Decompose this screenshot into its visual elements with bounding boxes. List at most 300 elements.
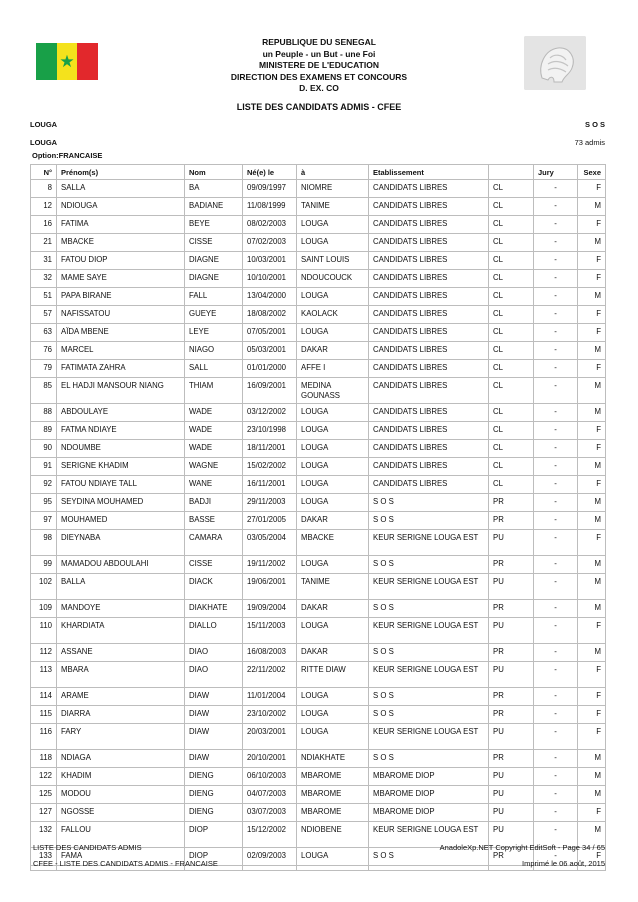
- cell-firstname: MAMADOU ABDOULAHI: [57, 556, 185, 574]
- official-header: [0, 37, 638, 95]
- cell-jury: -: [534, 618, 578, 644]
- table-row: [31, 458, 606, 476]
- table-row: [31, 252, 606, 270]
- cell-jury: -: [534, 662, 578, 688]
- table-row: [31, 724, 606, 750]
- cell-lastname: CISSE: [185, 556, 243, 574]
- cell-sex: F: [578, 848, 606, 866]
- cell-birthdate: 01/01/2000: [243, 360, 297, 378]
- cell-sex: F: [578, 476, 606, 494]
- cell-number: 95: [31, 494, 57, 512]
- cell-birthplace: LOUGA: [297, 288, 369, 306]
- cell-birthplace: LOUGA: [297, 404, 369, 422]
- cell-sex: M: [578, 556, 606, 574]
- cell-firstname: MARCEL: [57, 342, 185, 360]
- cell-firstname: DIARRA: [57, 706, 185, 724]
- cell-birthdate: 20/10/2001: [243, 750, 297, 768]
- cell-jury: -: [534, 422, 578, 440]
- cell-school: KEUR SERIGNE LOUGA EST: [369, 822, 489, 848]
- cell-jury: -: [534, 600, 578, 618]
- cell-sex: F: [578, 324, 606, 342]
- cell-school: KEUR SERIGNE LOUGA EST: [369, 724, 489, 750]
- table-row: [31, 618, 606, 644]
- cell-type: CL: [489, 234, 534, 252]
- cell-school: S O S: [369, 556, 489, 574]
- cell-lastname: WADE: [185, 404, 243, 422]
- cell-type: CL: [489, 360, 534, 378]
- cell-firstname: BALLA: [57, 574, 185, 600]
- cell-firstname: ARAME: [57, 688, 185, 706]
- cell-sex: M: [578, 198, 606, 216]
- cell-birthdate: 18/11/2001: [243, 440, 297, 458]
- cell-number: 63: [31, 324, 57, 342]
- cell-birthplace: LOUGA: [297, 422, 369, 440]
- column-header-birthplace: à: [297, 165, 369, 180]
- cell-type: PU: [489, 574, 534, 600]
- cell-birthplace: LOUGA: [297, 724, 369, 750]
- cell-birthplace: LOUGA: [297, 706, 369, 724]
- cell-lastname: DIENG: [185, 786, 243, 804]
- admitted-count: 73 admis: [574, 138, 605, 147]
- cell-sex: M: [578, 234, 606, 252]
- cell-jury: -: [534, 360, 578, 378]
- cell-birthplace: DAKAR: [297, 512, 369, 530]
- cell-type: CL: [489, 422, 534, 440]
- table-row: [31, 494, 606, 512]
- table-row: [31, 324, 606, 342]
- cell-birthplace: KAOLACK: [297, 306, 369, 324]
- cell-school: CANDIDATS LIBRES: [369, 476, 489, 494]
- cell-firstname: FALLOU: [57, 822, 185, 848]
- cell-jury: -: [534, 404, 578, 422]
- cell-school: CANDIDATS LIBRES: [369, 180, 489, 198]
- cell-jury: -: [534, 234, 578, 252]
- cell-sex: M: [578, 750, 606, 768]
- column-header-lastname: Nom: [185, 165, 243, 180]
- cell-birthdate: 02/09/2003: [243, 848, 297, 866]
- region-label: LOUGA: [30, 120, 58, 129]
- cell-lastname: DIAW: [185, 750, 243, 768]
- cell-sex: F: [578, 270, 606, 288]
- cell-type: CL: [489, 306, 534, 324]
- table-row: [31, 360, 606, 378]
- cell-lastname: BADIANE: [185, 198, 243, 216]
- cell-lastname: DIACK: [185, 574, 243, 600]
- cell-birthplace: SAINT LOUIS: [297, 252, 369, 270]
- cell-jury: -: [534, 378, 578, 404]
- centre-label: S O S: [584, 120, 605, 129]
- column-header-sex: Sexe: [578, 165, 606, 180]
- cell-jury: -: [534, 216, 578, 234]
- table-row: [31, 600, 606, 618]
- cell-lastname: LEYE: [185, 324, 243, 342]
- column-header-school: Etablissement: [369, 165, 489, 180]
- cell-birthdate: 13/04/2000: [243, 288, 297, 306]
- cell-school: CANDIDATS LIBRES: [369, 404, 489, 422]
- cell-birthplace: LOUGA: [297, 848, 369, 866]
- cell-number: 109: [31, 600, 57, 618]
- cell-firstname: PAPA BIRANE: [57, 288, 185, 306]
- cell-sex: M: [578, 786, 606, 804]
- column-header-jury: Jury: [534, 165, 578, 180]
- cell-birthdate: 19/06/2001: [243, 574, 297, 600]
- cell-sex: M: [578, 404, 606, 422]
- cell-school: CANDIDATS LIBRES: [369, 458, 489, 476]
- cell-school: CANDIDATS LIBRES: [369, 378, 489, 404]
- cell-firstname: MANDOYE: [57, 600, 185, 618]
- cell-firstname: MAME SAYE: [57, 270, 185, 288]
- cell-number: 125: [31, 786, 57, 804]
- cell-birthdate: 09/09/1997: [243, 180, 297, 198]
- cell-type: PR: [489, 706, 534, 724]
- cell-lastname: DIAW: [185, 706, 243, 724]
- cell-number: 133: [31, 848, 57, 866]
- cell-firstname: FATIMA: [57, 216, 185, 234]
- cell-number: 89: [31, 422, 57, 440]
- footer-print-date: Imprimé le 06 août, 2015: [522, 859, 605, 868]
- table-row: [31, 440, 606, 458]
- cell-birthplace: NIOMRE: [297, 180, 369, 198]
- cell-birthplace: TANIME: [297, 574, 369, 600]
- cell-jury: -: [534, 252, 578, 270]
- table-row: [31, 180, 606, 198]
- cell-lastname: FALL: [185, 288, 243, 306]
- cell-jury: -: [534, 768, 578, 786]
- cell-jury: -: [534, 688, 578, 706]
- table-row: [31, 556, 606, 574]
- cell-sex: F: [578, 252, 606, 270]
- cell-lastname: DIAW: [185, 688, 243, 706]
- cell-school: MBAROME DIOP: [369, 804, 489, 822]
- cell-birthplace: NDIAKHATE: [297, 750, 369, 768]
- cell-type: PR: [489, 644, 534, 662]
- option-label: Option:FRANCAISE: [32, 151, 103, 160]
- cell-school: S O S: [369, 688, 489, 706]
- cell-birthplace: LOUGA: [297, 234, 369, 252]
- cell-number: 31: [31, 252, 57, 270]
- cell-birthdate: 10/10/2001: [243, 270, 297, 288]
- cell-firstname: EL HADJI MANSOUR NIANG: [57, 378, 185, 404]
- table-row: [31, 306, 606, 324]
- cell-birthdate: 20/03/2001: [243, 724, 297, 750]
- cell-number: 88: [31, 404, 57, 422]
- cell-number: 92: [31, 476, 57, 494]
- cell-number: 110: [31, 618, 57, 644]
- document-title: LISTE DES CANDIDATS ADMIS - CFEE: [236, 102, 402, 112]
- cell-type: CL: [489, 404, 534, 422]
- cell-firstname: MODOU: [57, 786, 185, 804]
- cell-birthdate: 15/12/2002: [243, 822, 297, 848]
- table-row: [31, 288, 606, 306]
- cell-type: PU: [489, 768, 534, 786]
- cell-number: 91: [31, 458, 57, 476]
- cell-birthplace: LOUGA: [297, 618, 369, 644]
- cell-lastname: WANE: [185, 476, 243, 494]
- cell-firstname: ABDOULAYE: [57, 404, 185, 422]
- cell-birthplace: MBACKE: [297, 530, 369, 556]
- table-row: [31, 378, 606, 404]
- cell-number: 112: [31, 644, 57, 662]
- cell-sex: F: [578, 216, 606, 234]
- cell-jury: -: [534, 270, 578, 288]
- cell-school: MBAROME DIOP: [369, 786, 489, 804]
- cell-number: 118: [31, 750, 57, 768]
- footer-copyright: AnadoleXp.NET Copyright EditSoft - Page 34 / 65: [439, 843, 605, 852]
- cell-number: 57: [31, 306, 57, 324]
- cell-school: KEUR SERIGNE LOUGA EST: [369, 618, 489, 644]
- cell-type: PR: [489, 556, 534, 574]
- cell-type: CL: [489, 378, 534, 404]
- cell-type: PR: [489, 688, 534, 706]
- cell-firstname: KHARDIATA: [57, 618, 185, 644]
- cell-birthdate: 23/10/2002: [243, 706, 297, 724]
- star-icon: ★: [59, 51, 75, 71]
- cell-birthdate: 07/05/2001: [243, 324, 297, 342]
- cell-birthplace: RITTE DIAW: [297, 662, 369, 688]
- cell-school: S O S: [369, 644, 489, 662]
- cell-lastname: DIAW: [185, 724, 243, 750]
- column-header-number: N°: [31, 165, 57, 180]
- cell-jury: -: [534, 512, 578, 530]
- cell-lastname: DIOP: [185, 822, 243, 848]
- cell-birthdate: 19/09/2004: [243, 600, 297, 618]
- cell-birthplace: DAKAR: [297, 600, 369, 618]
- cell-lastname: SALL: [185, 360, 243, 378]
- cell-birthdate: 07/02/2003: [243, 234, 297, 252]
- table-row: [31, 768, 606, 786]
- cell-jury: -: [534, 458, 578, 476]
- cell-jury: -: [534, 706, 578, 724]
- cell-type: PU: [489, 530, 534, 556]
- cell-sex: F: [578, 440, 606, 458]
- cell-birthplace: LOUGA: [297, 688, 369, 706]
- cell-sex: F: [578, 724, 606, 750]
- cell-jury: -: [534, 180, 578, 198]
- cell-birthdate: 27/01/2005: [243, 512, 297, 530]
- cell-type: CL: [489, 324, 534, 342]
- cell-number: 32: [31, 270, 57, 288]
- centre-city-label: LOUGA: [30, 138, 58, 147]
- cell-birthplace: LOUGA: [297, 440, 369, 458]
- cell-jury: -: [534, 476, 578, 494]
- cell-firstname: ASSANE: [57, 644, 185, 662]
- cell-firstname: AÏDA MBENE: [57, 324, 185, 342]
- cell-jury: -: [534, 440, 578, 458]
- cell-lastname: BADJI: [185, 494, 243, 512]
- cell-number: 127: [31, 804, 57, 822]
- cell-type: PR: [489, 848, 534, 866]
- cell-jury: -: [534, 724, 578, 750]
- column-header-firstname: Prénom(s): [57, 165, 185, 180]
- cell-birthdate: 10/03/2001: [243, 252, 297, 270]
- table-row: [31, 574, 606, 600]
- cell-firstname: SALLA: [57, 180, 185, 198]
- cell-birthdate: 03/12/2002: [243, 404, 297, 422]
- cell-birthdate: 11/08/1999: [243, 198, 297, 216]
- cell-lastname: DIAKHATE: [185, 600, 243, 618]
- cell-firstname: SEYDINA MOUHAMED: [57, 494, 185, 512]
- cell-school: CANDIDATS LIBRES: [369, 306, 489, 324]
- cell-lastname: WADE: [185, 440, 243, 458]
- cell-birthdate: 18/08/2002: [243, 306, 297, 324]
- cell-jury: -: [534, 750, 578, 768]
- cell-number: 21: [31, 234, 57, 252]
- cell-sex: F: [578, 530, 606, 556]
- cell-firstname: NDIAGA: [57, 750, 185, 768]
- cell-lastname: CAMARA: [185, 530, 243, 556]
- cell-lastname: DIOP: [185, 848, 243, 866]
- cell-birthplace: LOUGA: [297, 476, 369, 494]
- table-row: [31, 198, 606, 216]
- cell-sex: M: [578, 600, 606, 618]
- cell-birthplace: LOUGA: [297, 556, 369, 574]
- cell-sex: M: [578, 494, 606, 512]
- cell-number: 114: [31, 688, 57, 706]
- cell-type: PR: [489, 494, 534, 512]
- cell-school: S O S: [369, 600, 489, 618]
- cell-school: S O S: [369, 706, 489, 724]
- cell-number: 16: [31, 216, 57, 234]
- header-line-dexco: D. EX. CO: [299, 83, 339, 93]
- cell-type: CL: [489, 288, 534, 306]
- cell-number: 99: [31, 556, 57, 574]
- cell-birthdate: 23/10/1998: [243, 422, 297, 440]
- cell-firstname: NDIOUGA: [57, 198, 185, 216]
- cell-firstname: FAMA: [57, 848, 185, 866]
- candidates-table: [30, 164, 606, 871]
- cell-type: PU: [489, 804, 534, 822]
- cell-birthdate: 03/05/2004: [243, 530, 297, 556]
- cell-lastname: BASSE: [185, 512, 243, 530]
- cell-birthplace: AFFE I: [297, 360, 369, 378]
- cell-birthplace: LOUGA: [297, 458, 369, 476]
- cell-type: PR: [489, 512, 534, 530]
- cell-birthplace: MBAROME: [297, 768, 369, 786]
- table-row: [31, 422, 606, 440]
- cell-type: PU: [489, 786, 534, 804]
- cell-type: PU: [489, 618, 534, 644]
- cell-school: CANDIDATS LIBRES: [369, 198, 489, 216]
- cell-firstname: DIEYNABA: [57, 530, 185, 556]
- cell-number: 51: [31, 288, 57, 306]
- cell-school: S O S: [369, 750, 489, 768]
- cell-school: CANDIDATS LIBRES: [369, 422, 489, 440]
- table-row: [31, 804, 606, 822]
- cell-number: 122: [31, 768, 57, 786]
- cell-sex: M: [578, 822, 606, 848]
- cell-number: 98: [31, 530, 57, 556]
- cell-sex: F: [578, 706, 606, 724]
- cell-birthplace: MBAROME: [297, 804, 369, 822]
- cell-school: CANDIDATS LIBRES: [369, 288, 489, 306]
- cell-lastname: DIALLO: [185, 618, 243, 644]
- cell-number: 85: [31, 378, 57, 404]
- cell-lastname: DIAGNE: [185, 270, 243, 288]
- table-row: [31, 342, 606, 360]
- cell-sex: F: [578, 360, 606, 378]
- cell-jury: -: [534, 288, 578, 306]
- cell-number: 115: [31, 706, 57, 724]
- cell-firstname: MOUHAMED: [57, 512, 185, 530]
- cell-sex: M: [578, 288, 606, 306]
- cell-birthplace: TANIME: [297, 198, 369, 216]
- footer-subtitle: CFEE - LISTE DES CANDIDATS ADMIS - FRANCAISE: [33, 859, 218, 868]
- cell-lastname: NIAGO: [185, 342, 243, 360]
- cell-number: 90: [31, 440, 57, 458]
- cell-birthdate: 16/08/2003: [243, 644, 297, 662]
- cell-type: PU: [489, 724, 534, 750]
- table-row: [31, 786, 606, 804]
- cell-school: KEUR SERIGNE LOUGA EST: [369, 530, 489, 556]
- cell-firstname: NDOUMBE: [57, 440, 185, 458]
- table-row: [31, 270, 606, 288]
- cell-type: PU: [489, 662, 534, 688]
- cell-birthplace: NDOUCOUCK: [297, 270, 369, 288]
- header-line-republic: REPUBLIQUE DU SENEGAL: [262, 37, 376, 47]
- cell-birthplace: LOUGA: [297, 216, 369, 234]
- cell-jury: -: [534, 644, 578, 662]
- cell-birthplace: LOUGA: [297, 324, 369, 342]
- cell-lastname: CISSE: [185, 234, 243, 252]
- cell-sex: M: [578, 768, 606, 786]
- cell-lastname: THIAM: [185, 378, 243, 404]
- cell-birthdate: 08/02/2003: [243, 216, 297, 234]
- cell-type: CL: [489, 270, 534, 288]
- cell-sex: M: [578, 644, 606, 662]
- cell-birthdate: 05/03/2001: [243, 342, 297, 360]
- cell-number: 97: [31, 512, 57, 530]
- cell-sex: F: [578, 180, 606, 198]
- table-row: [31, 644, 606, 662]
- cell-birthdate: 15/02/2002: [243, 458, 297, 476]
- cell-lastname: WADE: [185, 422, 243, 440]
- cell-jury: -: [534, 574, 578, 600]
- cell-sex: F: [578, 804, 606, 822]
- cell-birthdate: 06/10/2003: [243, 768, 297, 786]
- cell-firstname: FATOU DIOP: [57, 252, 185, 270]
- cell-school: S O S: [369, 848, 489, 866]
- cell-birthplace: LOUGA: [297, 494, 369, 512]
- cell-number: 76: [31, 342, 57, 360]
- cell-birthdate: 03/07/2003: [243, 804, 297, 822]
- cell-jury: -: [534, 324, 578, 342]
- cell-birthdate: 11/01/2004: [243, 688, 297, 706]
- cell-jury: -: [534, 494, 578, 512]
- cell-firstname: FATOU NDIAYE TALL: [57, 476, 185, 494]
- cell-birthdate: 04/07/2003: [243, 786, 297, 804]
- table-row: [31, 688, 606, 706]
- table-row: [31, 234, 606, 252]
- cell-lastname: BEYE: [185, 216, 243, 234]
- cell-jury: -: [534, 848, 578, 866]
- table-row: [31, 216, 606, 234]
- cell-birthdate: 19/11/2002: [243, 556, 297, 574]
- cell-birthdate: 16/11/2001: [243, 476, 297, 494]
- cell-birthplace: DAKAR: [297, 342, 369, 360]
- cell-firstname: MBACKE: [57, 234, 185, 252]
- cell-type: CL: [489, 440, 534, 458]
- cell-firstname: NGOSSE: [57, 804, 185, 822]
- cell-firstname: SERIGNE KHADIM: [57, 458, 185, 476]
- cell-type: CL: [489, 198, 534, 216]
- cell-sex: F: [578, 688, 606, 706]
- cell-lastname: DIENG: [185, 768, 243, 786]
- cell-type: PR: [489, 750, 534, 768]
- cell-lastname: DIAO: [185, 662, 243, 688]
- cell-type: PU: [489, 822, 534, 848]
- cell-birthdate: 22/11/2002: [243, 662, 297, 688]
- cell-type: CL: [489, 252, 534, 270]
